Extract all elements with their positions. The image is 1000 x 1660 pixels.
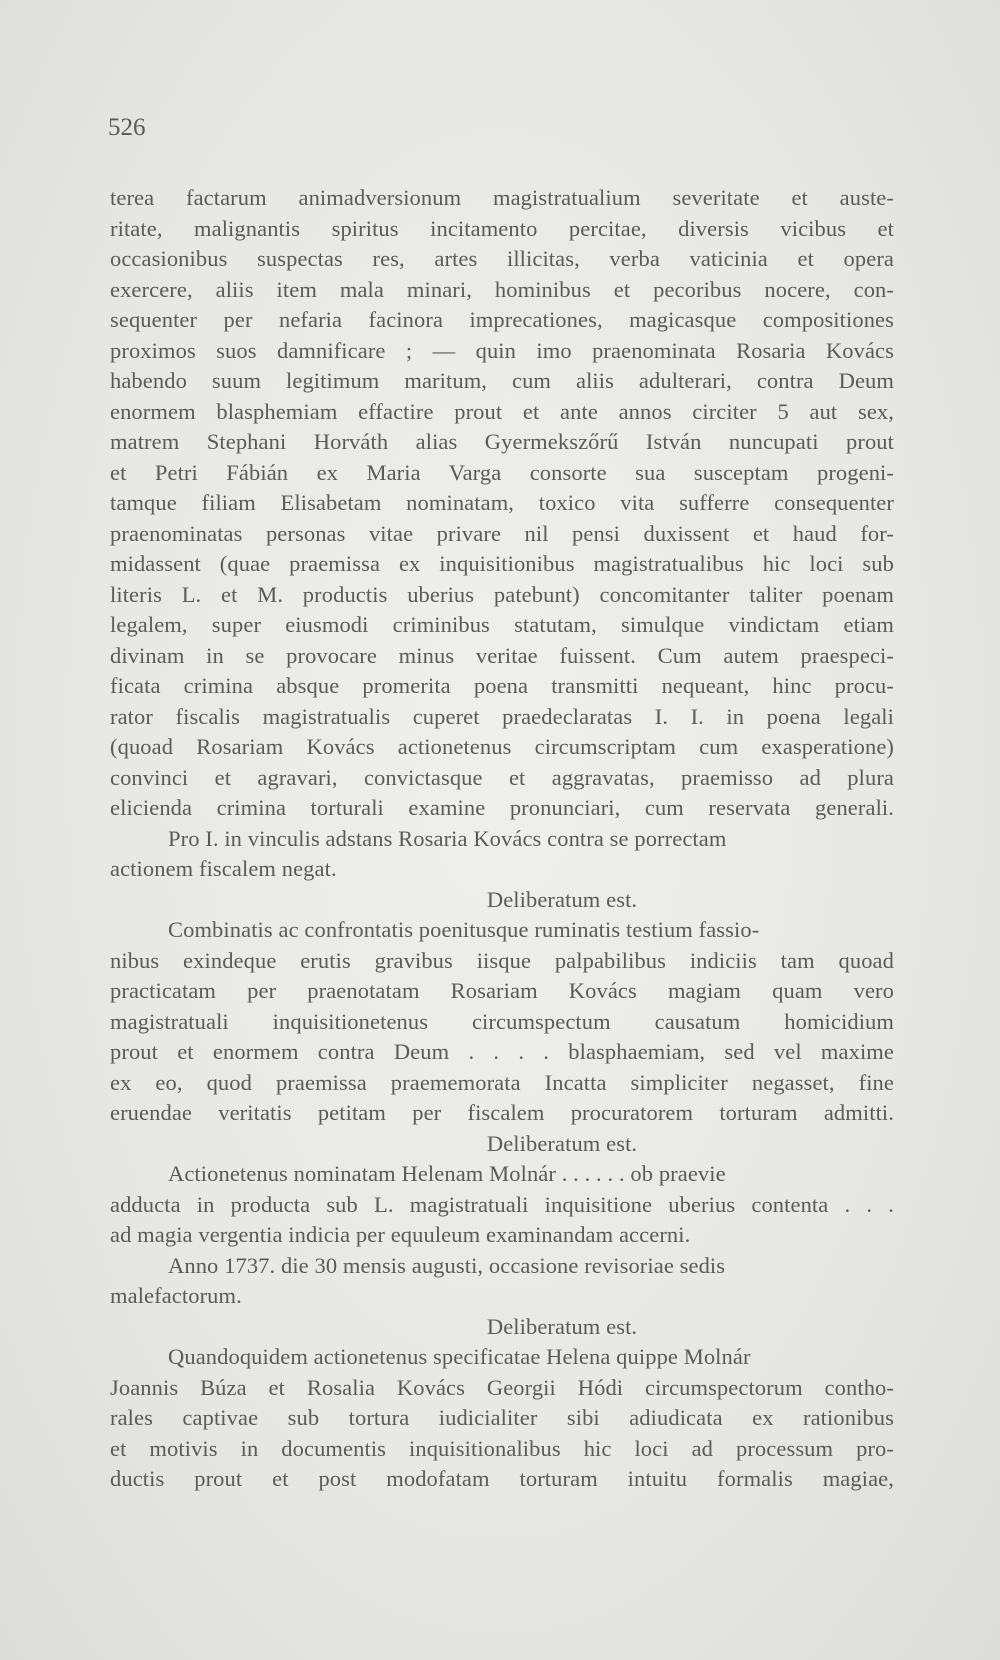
text-line: sequenter per nefaria facinora imprecationes, magicasque compositiones [110, 307, 894, 332]
text-line: matrem Stephani Horváth alias Gyermekszőrű István nuncupati prout [110, 429, 894, 454]
text-line: exercere, aliis item mala minari, hominibus et pecoribus nocere, con- [110, 276, 894, 302]
text-line: ficata crimina absque promerita poena transmitti nequeant, hinc procu- [110, 673, 894, 698]
text-line: malefactorum. [110, 1283, 242, 1308]
text-line: Actionetenus nominatam Helenam Molnár . . . . . . ob praevie [168, 1161, 726, 1186]
body-text [110, 183, 894, 1495]
text-line: occasionibus suspectas res, artes illicitas, verba vaticinia et opera [110, 246, 894, 271]
text-line: elicienda crimina torturali examine pronunciari, cum reservata generali. [110, 795, 894, 820]
text-line: adducta in producta sub L. magistratuali inquisitione uberius contenta . . . [110, 1191, 894, 1217]
text-line: ritate, malignantis spiritus incitamento percitae, diversis vicibus et [110, 215, 894, 241]
text-line: Anno 1737. die 30 mensis augusti, occasione revisoriae sedis [168, 1252, 726, 1278]
text-line: practicatam per praenotatam Rosariam Kovács magiam quam vero [110, 978, 894, 1003]
text-line: actionem fiscalem negat. [110, 856, 337, 881]
text-line: ex eo, quod praemissa praememorata Incatta simpliciter negasset, fine [110, 1069, 894, 1095]
text-line: rales captivae sub tortura iudicialiter sibi adiudicata ex rationibus [110, 1405, 894, 1430]
text-line: divinam in se provocare minus veritae fuissent. Cum autem praespeci- [110, 642, 894, 668]
text-line: nibus exindeque erutis gravibus iisque palpabilibus indiciis tam quoad [110, 947, 894, 973]
text-line: et Petri Fábián ex Maria Varga consorte sua susceptam progeni- [110, 459, 894, 485]
text-line: proximos suos damnificare ; — quin imo praenominata Rosaria Kovács [110, 337, 894, 363]
text-line: ad magia vergentia indicia per equuleum examinandam accerni. [110, 1222, 691, 1247]
text-line: terea factarum animadversionum magistratualium severitate et auste- [110, 185, 894, 210]
page-number: 526 [108, 114, 146, 141]
text-line: tamque filiam Elisabetam nominatam, toxico vita sufferre consequenter [110, 490, 894, 515]
text-line: rator fiscalis magistratualis cuperet praedeclaratas I. I. in poena legali [110, 703, 894, 729]
text-line: eruendae veritatis petitam per fiscalem procuratorem torturam admitti. [110, 1100, 894, 1125]
text-line: et motivis in documentis inquisitionalibus hic loci ad processum pro- [110, 1435, 894, 1461]
section-heading: Deliberatum est. [486, 886, 638, 912]
text-line: Combinatis ac confrontatis poenitusque ruminatis testium fassio- [168, 917, 760, 942]
section-heading: Deliberatum est. [486, 1130, 638, 1156]
text-line: magistratuali inquisitionetenus circumspectum causatum homicidium [110, 1008, 894, 1034]
text-line: literis L. et M. productis uberius patebunt) concomitanter taliter poenam [110, 581, 894, 607]
text-line: Joannis Búza et Rosalia Kovács Georgii Hódi circumspectorum contho- [110, 1374, 894, 1400]
text-line: Quandoquidem actionetenus specificatae Helena quippe Molnár [168, 1344, 751, 1369]
text-line: Pro I. in vinculis adstans Rosaria Kovács contra se porrectam [168, 825, 727, 851]
text-line: habendo suum legitimum maritum, cum aliis adulterari, contra Deum [110, 368, 894, 393]
text-line: convinci et agravari, convictasque et aggravatas, praemisso ad plura [110, 764, 894, 790]
text-line: praenominatas personas vitae privare nil pensi duxissent et haud for- [110, 520, 894, 546]
text-line: (quoad Rosariam Kovács actionetenus circumscriptam cum exasperatione) [110, 734, 894, 759]
section-heading: Deliberatum est. [486, 1313, 638, 1339]
text-line: legalem, super eiusmodi criminibus statutam, simulque vindictam etiam [110, 612, 894, 637]
text-line: prout et enormem contra Deum . . . . blasphaemiam, sed vel maxime [110, 1039, 894, 1064]
text-line: ductis prout et post modofatam torturam intuitu formalis magiae, [110, 1466, 894, 1491]
text-line: midassent (quae praemissa ex inquisitionibus magistratualibus hic loci sub [110, 551, 894, 576]
text-line: enormem blasphemiam effactire prout et ante annos circiter 5 aut sex, [110, 398, 894, 424]
